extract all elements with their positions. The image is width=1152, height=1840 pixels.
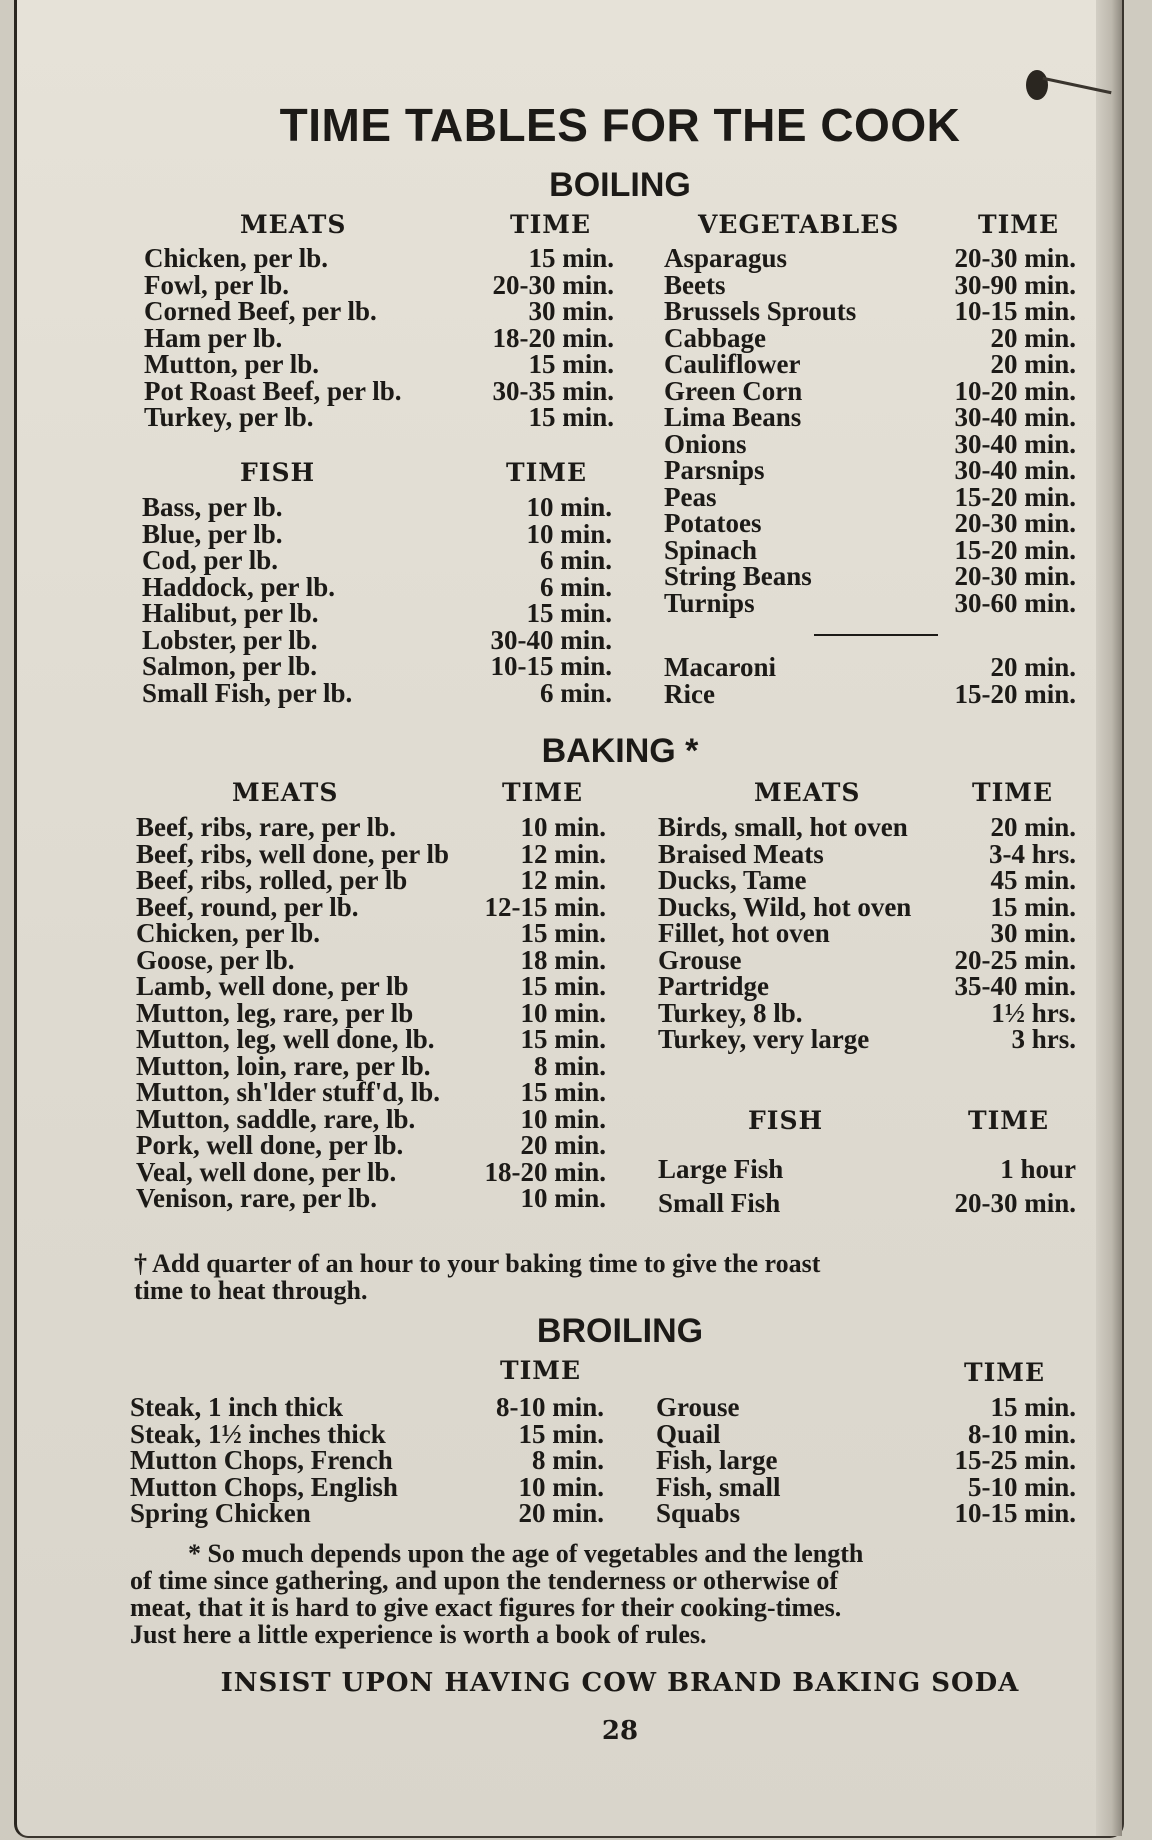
item-name: Spring Chicken <box>130 1498 311 1528</box>
table-row <box>656 1500 1076 1527</box>
table-row <box>658 838 1076 869</box>
vegetables-divider <box>814 634 938 636</box>
boiling-vegetables-list <box>664 245 1076 616</box>
item-time: 10 min. <box>520 1103 606 1134</box>
table-row <box>656 1447 1076 1474</box>
baking-meats-right-list <box>658 814 1076 1053</box>
item-name: Mutton, sh'lder stuff'd, lb. <box>136 1077 441 1107</box>
item-name: Rice <box>664 678 715 709</box>
item-name: Beef, ribs, rolled, per lb <box>136 865 408 895</box>
table-row <box>664 298 1076 325</box>
item-name: Cod, per lb. <box>142 545 279 575</box>
item-time: 8-10 min. <box>496 1392 604 1422</box>
footnote-line: of time since gathering, and upon the tenderness or otherwise of <box>130 1566 838 1595</box>
table-row <box>656 1418 1076 1449</box>
item-time: 20 min. <box>518 1498 604 1528</box>
table-row <box>142 677 612 708</box>
page-title: TIME TABLES FOR THE COOK <box>279 99 961 151</box>
item-name: Mutton, saddle, rare, lb. <box>136 1103 416 1134</box>
boiling-fish-time-header: TIME <box>506 458 588 487</box>
table-row <box>144 375 614 406</box>
table-row <box>144 404 614 431</box>
table-row <box>658 920 1076 947</box>
table-row <box>130 1447 604 1474</box>
item-time: 20-25 min. <box>954 944 1076 975</box>
item-time: 15 min. <box>528 243 614 273</box>
item-name: Veal, well done, per lb. <box>136 1156 397 1187</box>
item-time: 15 min. <box>520 971 606 1001</box>
table-row <box>658 1186 1076 1220</box>
item-time: 15 min. <box>990 1392 1076 1422</box>
broiling-left-time-header: TIME <box>500 1356 582 1385</box>
item-name: Brussels Sprouts <box>664 296 857 326</box>
table-row <box>664 428 1076 459</box>
item-name: Asparagus <box>664 243 788 273</box>
item-name: Turkey, per lb. <box>144 402 314 432</box>
item-time: 3 hrs. <box>1011 1024 1076 1054</box>
item-time: 20 min. <box>990 812 1076 842</box>
table-row <box>136 1026 606 1053</box>
item-time: 5-10 min. <box>968 1471 1076 1502</box>
item-time: 20-30 min. <box>492 269 614 300</box>
table-row <box>664 587 1076 618</box>
item-name: Braised Meats <box>658 838 824 869</box>
item-time: 12-15 min. <box>484 891 606 922</box>
table-row <box>136 1156 606 1187</box>
note-line: time to heat through. <box>134 1276 368 1305</box>
item-time: 20-30 min. <box>954 561 1076 591</box>
item-name: Grouse <box>658 944 742 975</box>
item-name: Grouse <box>656 1392 740 1422</box>
table-row <box>130 1394 604 1421</box>
baking-note <box>134 1250 1076 1304</box>
item-name: Turkey, very large <box>658 1024 870 1054</box>
item-time: 12 min. <box>520 865 606 895</box>
slogan: INSIST UPON HAVING COW BRAND BAKING SODA <box>220 1668 1020 1698</box>
item-name: Green Corn <box>664 375 803 406</box>
item-name: Halibut, per lb. <box>142 598 319 628</box>
item-time: 8 min. <box>533 1050 606 1081</box>
table-row <box>130 1471 604 1502</box>
item-time: 35-40 min. <box>954 971 1076 1001</box>
item-time: 20 min. <box>990 322 1076 353</box>
item-time: 10-15 min. <box>490 651 612 681</box>
page-number: 28 <box>601 1716 639 1746</box>
table-row <box>658 814 1076 841</box>
table-row <box>136 814 606 841</box>
item-time: 10 min. <box>520 812 606 842</box>
item-time: 6 min. <box>539 677 612 708</box>
item-time: 15 min. <box>528 402 614 432</box>
table-row <box>664 678 1076 709</box>
baking-meats-right-header: MEATS <box>754 778 861 807</box>
item-name: Mutton, per lb. <box>144 349 320 379</box>
table-row <box>130 1418 604 1449</box>
item-time: 15 min. <box>526 598 612 628</box>
table-row <box>658 1026 1076 1053</box>
table-row <box>664 534 1076 565</box>
boiling-heading: BOILING <box>549 166 691 204</box>
table-row <box>142 624 612 655</box>
item-name: Potatoes <box>664 508 762 538</box>
item-time: 10 min. <box>526 492 612 522</box>
baking-heading: BAKING * <box>541 732 699 770</box>
table-row <box>142 571 612 602</box>
item-name: Blue, per lb. <box>142 518 283 549</box>
table-row <box>136 867 606 894</box>
boiling-vegetables-time-header: TIME <box>978 210 1060 239</box>
item-name: Parsnips <box>664 455 765 485</box>
item-time: 20 min. <box>990 349 1076 379</box>
item-name: Spinach <box>664 534 758 565</box>
table-row <box>664 510 1076 537</box>
item-name: Squabs <box>656 1498 741 1528</box>
item-time: 6 min. <box>539 571 612 602</box>
item-time: 30-60 min. <box>954 587 1076 618</box>
item-name: Chicken, per lb. <box>144 243 329 273</box>
table-row <box>136 1103 606 1134</box>
item-name: Fish, small <box>656 1471 781 1502</box>
note-line: † Add quarter of an hour to your baking time to give the roast <box>134 1249 821 1278</box>
item-name: Mutton Chops, English <box>130 1471 398 1502</box>
table-row <box>658 867 1076 894</box>
item-time: 18-20 min. <box>492 322 614 353</box>
item-time: 20-30 min. <box>954 243 1076 273</box>
item-name: Pot Roast Beef, per lb. <box>144 375 402 406</box>
footnote-line: * So much depends upon the age of vegetables and the length <box>188 1539 864 1568</box>
item-name: Bass, per lb. <box>142 492 283 522</box>
table-row <box>664 351 1076 378</box>
item-name: Mutton, loin, rare, per lb. <box>136 1050 431 1081</box>
item-time: 10 min. <box>520 1183 606 1213</box>
item-time: 15-20 min. <box>954 534 1076 565</box>
item-name: Mutton, leg, rare, per lb <box>136 997 414 1028</box>
item-name: Pork, well done, per lb. <box>136 1130 404 1160</box>
item-time: 10-15 min. <box>954 296 1076 326</box>
baking-meats-right-time-header: TIME <box>972 778 1054 807</box>
baking-fish-header: FISH <box>748 1106 824 1135</box>
item-time: 8 min. <box>531 1445 604 1475</box>
boiling-vegetables-header: VEGETABLES <box>698 210 900 239</box>
table-row <box>144 269 614 300</box>
broiling-heading: BROILING <box>536 1312 704 1350</box>
item-time: 15-25 min. <box>954 1445 1076 1475</box>
table-row <box>142 547 612 574</box>
item-time: 18 min. <box>520 944 606 975</box>
item-name: Fowl, per lb. <box>144 269 290 300</box>
item-time: 3-4 hrs. <box>989 838 1076 869</box>
item-name: Turnips <box>664 587 755 618</box>
table-row <box>664 375 1076 406</box>
table-row <box>658 997 1076 1028</box>
item-name: Onions <box>664 428 747 459</box>
item-name: Corned Beef, per lb. <box>144 296 377 326</box>
item-time: 30-35 min. <box>492 375 614 406</box>
item-time: 15 min. <box>520 918 606 948</box>
item-name: Lima Beans <box>664 402 802 432</box>
item-time: 10 min. <box>520 997 606 1028</box>
broiling-left-list <box>130 1394 604 1527</box>
item-time: 6 min. <box>539 545 612 575</box>
item-name: Peas <box>664 481 717 512</box>
boiling-meats-time-header: TIME <box>510 210 592 239</box>
item-time: 15-20 min. <box>954 678 1076 709</box>
item-name: Steak, 1 inch thick <box>130 1392 344 1422</box>
footnote-line: Just here a little experience is worth a book of rules. <box>130 1620 707 1649</box>
item-name: Lobster, per lb. <box>142 624 318 655</box>
item-name: Large Fish <box>658 1154 784 1184</box>
item-name: Turkey, 8 lb. <box>658 997 803 1028</box>
item-time: 15 min. <box>520 1077 606 1107</box>
item-time: 30 min. <box>528 296 614 326</box>
item-time: 20-30 min. <box>954 1188 1076 1218</box>
table-row <box>658 944 1076 975</box>
table-row <box>656 1471 1076 1502</box>
item-name: Salmon, per lb. <box>142 651 318 681</box>
item-name: Partridge <box>658 971 769 1001</box>
table-row <box>130 1500 604 1527</box>
footnote <box>130 1540 1078 1648</box>
table-row <box>664 654 1076 681</box>
item-time: 30-40 min. <box>954 455 1076 485</box>
baking-fish-time-header: TIME <box>968 1106 1050 1135</box>
item-name: Fish, large <box>656 1445 778 1475</box>
item-time: 10-20 min. <box>954 375 1076 406</box>
table-row <box>136 973 606 1000</box>
table-row <box>136 1050 606 1081</box>
table-row <box>658 891 1076 922</box>
item-name: Quail <box>656 1418 721 1449</box>
table-row <box>142 518 612 549</box>
baking-fish-list <box>658 1152 1076 1220</box>
table-row <box>136 1132 606 1159</box>
table-row <box>658 973 1076 1000</box>
boiling-meats-header: MEATS <box>240 210 347 239</box>
table-row <box>664 563 1076 590</box>
item-name: Ducks, Wild, hot oven <box>658 891 912 922</box>
item-name: Cabbage <box>664 322 767 353</box>
item-name: Venison, rare, per lb. <box>136 1183 378 1213</box>
item-name: Fillet, hot oven <box>658 918 830 948</box>
item-time: 30-40 min. <box>490 624 612 655</box>
item-name: Beef, round, per lb. <box>136 891 359 922</box>
item-time: 30-90 min. <box>954 269 1076 300</box>
item-time: 15 min. <box>520 1024 606 1054</box>
item-time: 8-10 min. <box>968 1418 1076 1449</box>
item-name: Haddock, per lb. <box>142 571 336 602</box>
item-name: String Beans <box>664 561 812 591</box>
broiling-right-time-header: TIME <box>964 1358 1046 1387</box>
item-name: Macaroni <box>664 652 776 682</box>
table-row <box>144 351 614 378</box>
item-time: 20-30 min. <box>954 508 1076 538</box>
boiling-meats-list <box>144 245 614 431</box>
table-row <box>136 838 606 869</box>
baking-meats-left-time-header: TIME <box>502 778 584 807</box>
baking-meats-left-list <box>136 814 606 1212</box>
item-time: 12 min. <box>520 838 606 869</box>
item-name: Beef, ribs, well done, per lb <box>136 838 449 869</box>
item-name: Chicken, per lb. <box>136 918 321 948</box>
item-name: Small Fish <box>658 1188 781 1218</box>
boiling-extra-list <box>664 654 1076 707</box>
table-row <box>658 1152 1076 1186</box>
item-time: 1½ hrs. <box>991 997 1076 1028</box>
table-row <box>142 600 612 627</box>
item-time: 30-40 min. <box>954 402 1076 432</box>
table-row <box>136 1079 606 1106</box>
item-time: 20 min. <box>520 1130 606 1160</box>
table-row <box>136 920 606 947</box>
footnote-line: meat, that it is hard to give exact figures for their cooking-times. <box>130 1593 842 1622</box>
table-row <box>136 891 606 922</box>
item-time: 15-20 min. <box>954 481 1076 512</box>
item-name: Beets <box>664 269 726 300</box>
item-name: Ham per lb. <box>144 322 283 353</box>
table-row <box>142 653 612 680</box>
table-row <box>144 298 614 325</box>
item-time: 1 hour <box>1000 1154 1076 1184</box>
table-row <box>656 1394 1076 1421</box>
item-time: 20 min. <box>990 652 1076 682</box>
baking-meats-left-header: MEATS <box>232 778 339 807</box>
item-time: 45 min. <box>990 865 1076 895</box>
boiling-fish-list <box>142 494 612 706</box>
table-row <box>144 322 614 353</box>
table-row <box>664 269 1076 300</box>
table-row <box>136 944 606 975</box>
item-name: Mutton Chops, French <box>130 1445 393 1475</box>
boiling-fish-header: FISH <box>240 458 316 487</box>
item-time: 10-15 min. <box>954 1498 1076 1528</box>
table-row <box>664 481 1076 512</box>
item-name: Steak, 1½ inches thick <box>130 1418 386 1449</box>
item-time: 15 min. <box>518 1418 604 1449</box>
item-time: 15 min. <box>990 891 1076 922</box>
item-time: 15 min. <box>528 349 614 379</box>
item-time: 10 min. <box>518 1471 604 1502</box>
item-name: Ducks, Tame <box>658 865 807 895</box>
item-time: 30 min. <box>990 918 1076 948</box>
item-name: Goose, per lb. <box>136 944 295 975</box>
table-row <box>664 457 1076 484</box>
table-row <box>664 404 1076 431</box>
item-name: Small Fish, per lb. <box>142 677 353 708</box>
item-name: Birds, small, hot oven <box>658 812 908 842</box>
table-row <box>664 322 1076 353</box>
item-time: 18-20 min. <box>484 1156 606 1187</box>
table-row <box>136 1185 606 1212</box>
item-time: 10 min. <box>526 518 612 549</box>
item-time: 30-40 min. <box>954 428 1076 459</box>
broiling-right-list <box>656 1394 1076 1527</box>
item-name: Mutton, leg, well done, lb. <box>136 1024 435 1054</box>
table-row <box>144 245 614 272</box>
item-name: Cauliflower <box>664 349 801 379</box>
table-row <box>136 997 606 1028</box>
table-row <box>664 245 1076 272</box>
item-name: Lamb, well done, per lb <box>136 971 409 1001</box>
item-name: Beef, ribs, rare, per lb. <box>136 812 396 842</box>
table-row <box>142 494 612 521</box>
